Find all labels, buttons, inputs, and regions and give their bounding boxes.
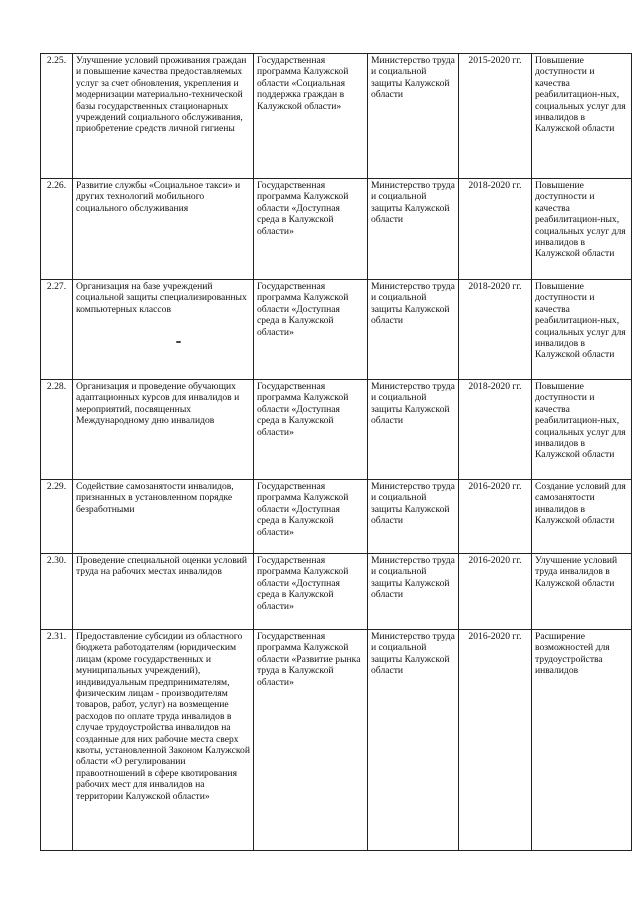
implementation-period: 2016-2020 гг. xyxy=(459,480,532,554)
expected-result: Повышение доступности и качества реабилитацион-ных, социальных услуг для инвалидов в Калужской области xyxy=(532,179,632,280)
table-row xyxy=(41,630,632,851)
row-number: 2.26. xyxy=(41,179,73,280)
implementation-period: 2016-2020 гг. xyxy=(459,554,532,630)
measure-description: Проведение специальной оценки условий труда на рабочих местах инвалидов xyxy=(73,554,254,630)
state-program: Государственная программа Калужской области «Доступная среда в Калужской области» xyxy=(254,380,368,480)
responsible-executor: Министерство труда и социальной защиты Калужской области xyxy=(368,54,459,179)
implementation-period: 2018-2020 гг. xyxy=(459,179,532,280)
state-program: Государственная программа Калужской области «Доступная среда в Калужской области» xyxy=(254,480,368,554)
expected-result: Повышение доступности и качества реабилитацион-ных, социальных услуг для инвалидов в Калужской области xyxy=(532,54,632,179)
responsible-executor: Министерство труда и социальной защиты Калужской области xyxy=(368,179,459,280)
table-row xyxy=(41,554,632,630)
implementation-period: 2018-2020 гг. xyxy=(459,380,532,480)
expected-result: Расширение возможностей для трудоустройства инвалидов xyxy=(532,630,632,851)
measure-description: Организация и проведение обучающих адаптационных курсов для инвалидов и мероприятий, посвященных Международному дню инвалидов xyxy=(73,380,254,480)
state-program: Государственная программа Калужской области «Доступная среда в Калужской области» xyxy=(254,179,368,280)
row-number: 2.30. xyxy=(41,554,73,630)
implementation-period: 2018-2020 гг. xyxy=(459,280,532,380)
row-number: 2.27. xyxy=(41,280,73,380)
table-row xyxy=(41,179,632,280)
row-number: 2.28. xyxy=(41,380,73,480)
measures-table xyxy=(40,53,632,851)
state-program: Государственная программа Калужской области «Доступная среда в Калужской области» xyxy=(254,280,368,380)
state-program: Государственная программа Калужской области «Социальная поддержка граждан в Калужской области» xyxy=(254,54,368,179)
measure-description: Организация на базе учреждений социальной защиты специализированных компьютерных классов xyxy=(73,280,254,380)
expected-result: Повышение доступности и качества реабилитацион-ных, социальных услуг для инвалидов в Калужской области xyxy=(532,380,632,480)
expected-result: Повышение доступности и качества реабилитацион-ных, социальных услуг для инвалидов в Калужской области xyxy=(532,280,632,380)
row-number: 2.29. xyxy=(41,480,73,554)
responsible-executor: Министерство труда и социальной защиты Калужской области xyxy=(368,380,459,480)
expected-result: Создание условий для самозанятости инвалидов в Калужской области xyxy=(532,480,632,554)
scan-speck xyxy=(176,341,181,343)
implementation-period: 2015-2020 гг. xyxy=(459,54,532,179)
measure-description: Улучшение условий проживания граждан и повышение качества предоставляемых услуг за счет обновления, укрепления и модернизации материально-технической базы государственных стационарных учреждений социального обслуживания, приобретение средств личной гигиены xyxy=(73,54,254,179)
measure-description: Развитие службы «Социальное такси» и других технологий мобильного социального обслуживания xyxy=(73,179,254,280)
responsible-executor: Министерство труда и социальной защиты Калужской области xyxy=(368,554,459,630)
state-program: Государственная программа Калужской области «Развитие рынка труда в Калужской области» xyxy=(254,630,368,851)
implementation-period: 2016-2020 гг. xyxy=(459,630,532,851)
table-row xyxy=(41,480,632,554)
measure-description: Предоставление субсидии из областного бюджета работодателям (юридическим лицам (кроме государственных и муниципальных учреждений), индивидуальным предпринимателям, физическим лицам - производителям товаров, работ, услуг) на возмещение расходов по оплате труда инвалидов в случае трудоустройства инвалидов на созданные для них рабочие места сверх квоты, установленной Законом Калужской области «О регулировании правоотношений в сфере квотирования рабочих мест для инвалидов на территории Калужской области» xyxy=(73,630,254,851)
expected-result: Улучшение условий труда инвалидов в Калужской области xyxy=(532,554,632,630)
table-row xyxy=(41,280,632,380)
responsible-executor: Министерство труда и социальной защиты Калужской области xyxy=(368,480,459,554)
responsible-executor: Министерство труда и социальной защиты Калужской области xyxy=(368,280,459,380)
row-number: 2.25. xyxy=(41,54,73,179)
table-row xyxy=(41,54,632,179)
state-program: Государственная программа Калужской области «Доступная среда в Калужской области» xyxy=(254,554,368,630)
row-number: 2.31. xyxy=(41,630,73,851)
table-row xyxy=(41,380,632,480)
measure-description: Содействие самозанятости инвалидов, признанных в установленном порядке безработными xyxy=(73,480,254,554)
responsible-executor: Министерство труда и социальной защиты Калужской области xyxy=(368,630,459,851)
